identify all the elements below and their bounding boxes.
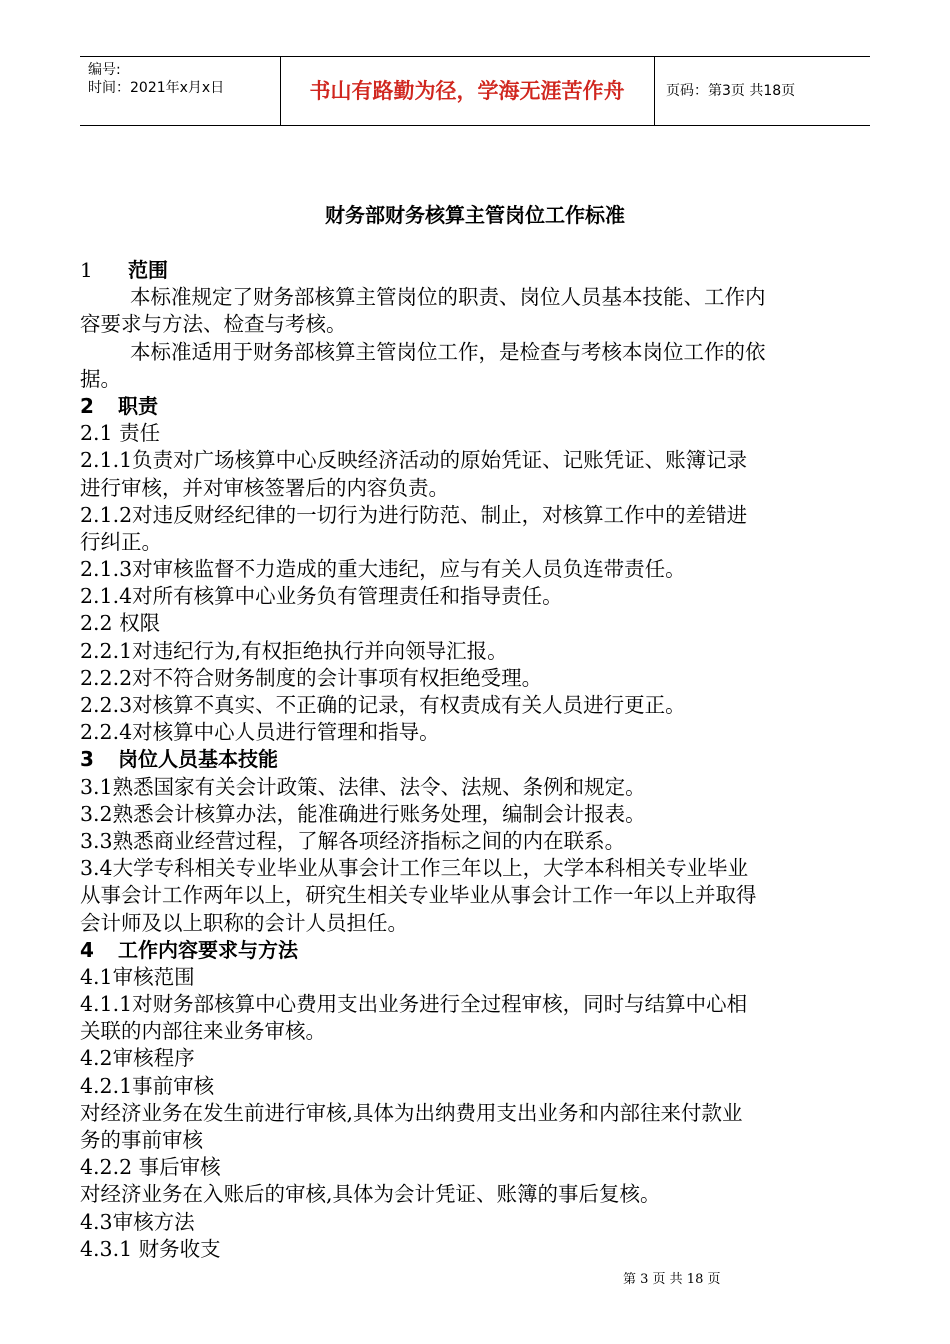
section-number: 3 — [80, 747, 94, 772]
body-line: 对经济业务在发生前进行审核,具体为出纳费用支出业务和内部往来付款业 — [80, 1100, 743, 1125]
body-line: 本标准适用于财务部核算主管岗位工作，是检查与考核本岗位工作的依 — [130, 339, 766, 364]
section-number: 4 — [80, 937, 94, 962]
body-line: 2.1.2对违反财经纪律的一切行为进行防范、制止，对核算工作中的差错进 — [80, 502, 748, 527]
body-line: 2.1.3对审核监督不力造成的重大违纪，应与有关人员负连带责任。 — [80, 557, 686, 582]
body-line: 2.2.2对不符合财务制度的会计事项有权拒绝受理。 — [80, 665, 543, 690]
body-line: 2.1.4对所有核算中心业务负有管理责任和指导责任。 — [80, 584, 563, 609]
body-line: 2.2 权限 — [80, 611, 161, 636]
section-title: 职责 — [118, 393, 158, 418]
section-heading — [80, 393, 870, 420]
body-line: 2.2.1对违纪行为,有权拒绝执行并向领导汇报。 — [80, 638, 508, 663]
section-heading — [80, 937, 870, 964]
date-label: 时间：2021年x月x日 — [88, 80, 225, 96]
body-line: 4.3.1 财务收支 — [80, 1236, 221, 1261]
footer-page-number: 第 3 页 共 18 页 — [623, 1272, 721, 1287]
body-line: 3.1熟悉国家有关会计政策、法律、法令、法规、条例和规定。 — [80, 774, 646, 799]
header-left-cell — [80, 57, 281, 125]
section-number: 1 — [80, 258, 93, 282]
document-body — [80, 257, 870, 1263]
header-motto: 书山有路勤为径，学海无涯苦作舟 — [280, 57, 655, 125]
document-title: 财务部财务核算主管岗位工作标准 — [325, 203, 625, 227]
body-line: 4.2.2 事后审核 — [80, 1155, 221, 1180]
body-line: 4.1审核范围 — [80, 964, 195, 989]
body-line: 进行审核，并对审核签署后的内容负责。 — [80, 475, 449, 500]
body-line: 4.1.1对财务部核算中心费用支出业务进行全过程审核，同时与结算中心相 — [80, 992, 748, 1017]
body-line: 4.2审核程序 — [80, 1046, 195, 1071]
body-line: 对经济业务在入账后的审核,具体为会计凭证、账簿的事后复核。 — [80, 1182, 661, 1207]
body-line: 行纠正。 — [80, 529, 162, 554]
section-title: 工作内容要求与方法 — [118, 937, 298, 962]
body-line: 2.2.3对核算不真实、不正确的记录，有权责成有关人员进行更正。 — [80, 693, 686, 717]
body-line: 2.1.1负责对广场核算中心反映经济活动的原始凭证、记账凭证、账簿记录 — [80, 448, 748, 473]
body-line: 3.3熟悉商业经营过程，了解各项经济指标之间的内在联系。 — [80, 828, 626, 853]
section-title: 岗位人员基本技能 — [118, 747, 278, 772]
body-line: 务的事前审核 — [80, 1128, 203, 1152]
body-line: 3.4大学专科相关专业毕业从事会计工作三年以上，大学本科相关专业毕业 — [80, 856, 749, 881]
body-line: 会计师及以上职称的会计人员担任。 — [80, 910, 408, 935]
body-line: 2.1 责任 — [80, 421, 161, 446]
page-header — [80, 56, 870, 126]
body-line: 4.2.1事前审核 — [80, 1073, 215, 1098]
body-line: 据。 — [80, 366, 121, 391]
section-heading — [80, 746, 870, 773]
header-page-info: 页码：第3页 共18页 — [666, 83, 796, 99]
body-line: 4.3审核方法 — [80, 1209, 195, 1234]
body-line: 3.2熟悉会计核算办法，能准确进行账务处理，编制会计报表。 — [80, 801, 646, 826]
body-line: 关联的内部往来业务审核。 — [80, 1019, 326, 1044]
section-number: 2 — [80, 393, 94, 418]
body-line: 2.2.4对核算中心人员进行管理和指导。 — [80, 720, 440, 745]
section-heading — [80, 257, 870, 284]
body-line: 本标准规定了财务部核算主管岗位的职责、岗位人员基本技能、工作内 — [130, 285, 766, 310]
section-title: 范围 — [128, 258, 168, 282]
number-label: 编号: — [88, 62, 121, 78]
body-line: 从事会计工作两年以上，研究生相关专业毕业从事会计工作一年以上并取得 — [80, 883, 757, 908]
body-line: 容要求与方法、检查与考核。 — [80, 312, 347, 337]
